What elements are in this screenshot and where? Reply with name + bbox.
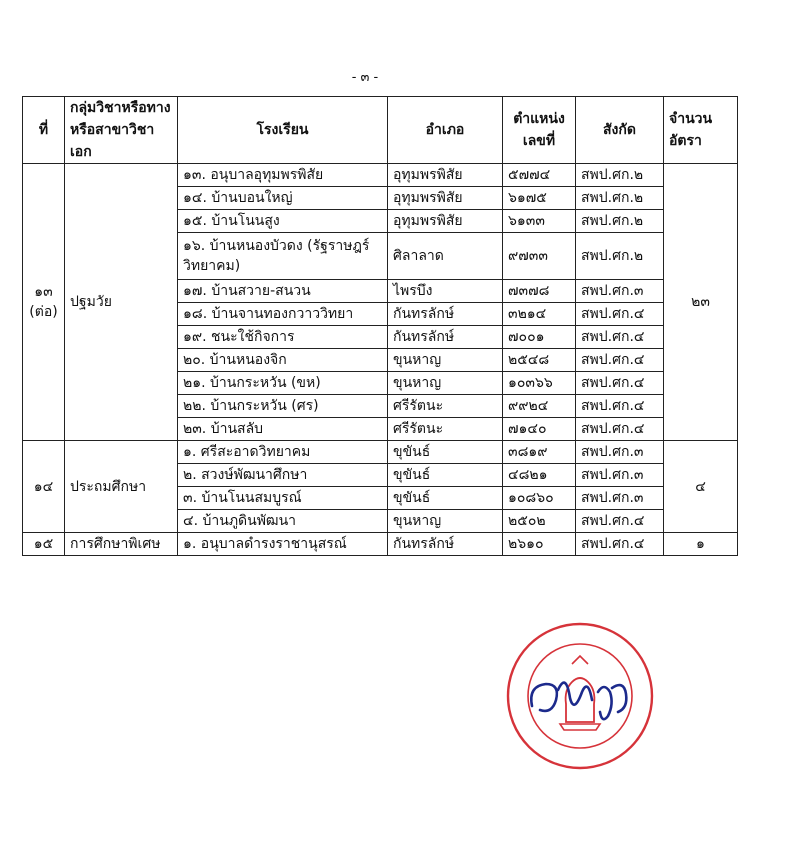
cell-position: ๒๕๔๘ [503,349,576,372]
cell-no: ๑๕ [23,533,65,556]
cell-school: ๒. สวงษ์พัฒนาศึกษา [178,464,388,487]
cell-district: ขุนหาญ [388,349,503,372]
signature [531,683,626,720]
cell-affiliation: สพป.ศก.๔ [576,395,664,418]
cell-affiliation: สพป.ศก.๔ [576,418,664,441]
table-row [23,533,738,556]
cell-position: ๖๑๓๓ [503,210,576,233]
cell-position: ๒๕๐๒ [503,510,576,533]
cell-school: ๒๐. บ้านหนองจิก [178,349,388,372]
vacancy-table [22,96,738,556]
cell-affiliation: สพป.ศก.๔ [576,533,664,556]
cell-amount: ๒๓ [664,164,738,441]
cell-position: ๗๓๗๘ [503,280,576,303]
cell-affiliation: สพป.ศก.๒ [576,233,664,280]
cell-district: กันทรลักษ์ [388,303,503,326]
cell-position: ๔๘๒๑ [503,464,576,487]
cell-position: ๒๖๑๐ [503,533,576,556]
cell-district: กันทรลักษ์ [388,533,503,556]
cell-position: ๙๗๓๓ [503,233,576,280]
cell-school: ๑๘. บ้านจานทองกวาววิทยา [178,303,388,326]
cell-no: ๑๓ (ต่อ) [23,164,65,441]
cell-affiliation: สพป.ศก.๓ [576,487,664,510]
cell-no: ๑๔ [23,441,65,533]
cell-position: ๑๐๘๖๐ [503,487,576,510]
header-amount: จำนวน อัตรา [664,97,738,164]
header-row [23,97,738,164]
cell-position: ๗๑๔๐ [503,418,576,441]
cell-school: ๒๒. บ้านกระหวัน (ศร) [178,395,388,418]
cell-affiliation: สพป.ศก.๔ [576,372,664,395]
header-no: ที่ [23,97,65,164]
cell-district: อุทุมพรพิสัย [388,187,503,210]
cell-district: ศรีรัตนะ [388,418,503,441]
table-body [23,164,738,556]
cell-affiliation: สพป.ศก.๔ [576,510,664,533]
cell-district: ขุขันธ์ [388,441,503,464]
cell-school: ๔. บ้านภูดินพัฒนา [178,510,388,533]
cell-amount: ๑ [664,533,738,556]
header-position: ตำแหน่ง เลขที่ [503,97,576,164]
cell-affiliation: สพป.ศก.๔ [576,303,664,326]
cell-group: ประถมศึกษา [65,441,178,533]
cell-school: ๑. อนุบาลดำรงราชานุสรณ์ [178,533,388,556]
cell-school: ๒๑. บ้านกระหวัน (ขห) [178,372,388,395]
cell-district: ขุนหาญ [388,510,503,533]
cell-amount: ๔ [664,441,738,533]
official-seal [504,620,656,772]
cell-school: ๑๖. บ้านหนองบัวดง (รัฐราษฎร์วิทยาคม) [178,233,388,280]
cell-district: ขุขันธ์ [388,487,503,510]
cell-affiliation: สพป.ศก.๓ [576,280,664,303]
cell-group: การศึกษาพิเศษ [65,533,178,556]
table-row [23,164,738,187]
cell-district: ขุขันธ์ [388,464,503,487]
cell-position: ๗๐๐๑ [503,326,576,349]
cell-position: ๓๒๑๔ [503,303,576,326]
cell-position: ๕๗๗๔ [503,164,576,187]
cell-school: ๑. ศรีสะอาดวิทยาคม [178,441,388,464]
cell-school: ๑๙. ชนะใช้กิจการ [178,326,388,349]
cell-district: ศิลาลาด [388,233,503,280]
header-group: กลุ่มวิชาหรือทาง หรือสาขาวิชาเอก [65,97,178,164]
cell-position: ๙๙๒๔ [503,395,576,418]
cell-school: ๑๓. อนุบาลอุทุมพรพิสัย [178,164,388,187]
cell-school: ๑๔. บ้านบอนใหญ่ [178,187,388,210]
page-number: - ๓ - [351,70,379,85]
cell-affiliation: สพป.ศก.๒ [576,164,664,187]
cell-position: ๓๘๑๙ [503,441,576,464]
cell-affiliation: สพป.ศก.๓ [576,441,664,464]
cell-school: ๒๓. บ้านสลับ [178,418,388,441]
cell-district: ขุนหาญ [388,372,503,395]
cell-position: ๑๐๓๖๖ [503,372,576,395]
cell-school: ๓. บ้านโนนสมบูรณ์ [178,487,388,510]
cell-district: ไพรบึง [388,280,503,303]
header-school: โรงเรียน [178,97,388,164]
cell-school: ๑๕. บ้านโนนสูง [178,210,388,233]
cell-district: กันทรลักษ์ [388,326,503,349]
header-affiliation: สังกัด [576,97,664,164]
cell-affiliation: สพป.ศก.๔ [576,349,664,372]
cell-district: อุทุมพรพิสัย [388,210,503,233]
cell-district: อุทุมพรพิสัย [388,164,503,187]
table-row [23,441,738,464]
cell-affiliation: สพป.ศก.๒ [576,187,664,210]
cell-school: ๑๗. บ้านสวาย-สนวน [178,280,388,303]
cell-affiliation: สพป.ศก.๔ [576,326,664,349]
cell-group: ปฐมวัย [65,164,178,441]
cell-affiliation: สพป.ศก.๒ [576,210,664,233]
cell-affiliation: สพป.ศก.๓ [576,464,664,487]
header-district: อำเภอ [388,97,503,164]
cell-position: ๖๑๗๕ [503,187,576,210]
cell-district: ศรีรัตนะ [388,395,503,418]
